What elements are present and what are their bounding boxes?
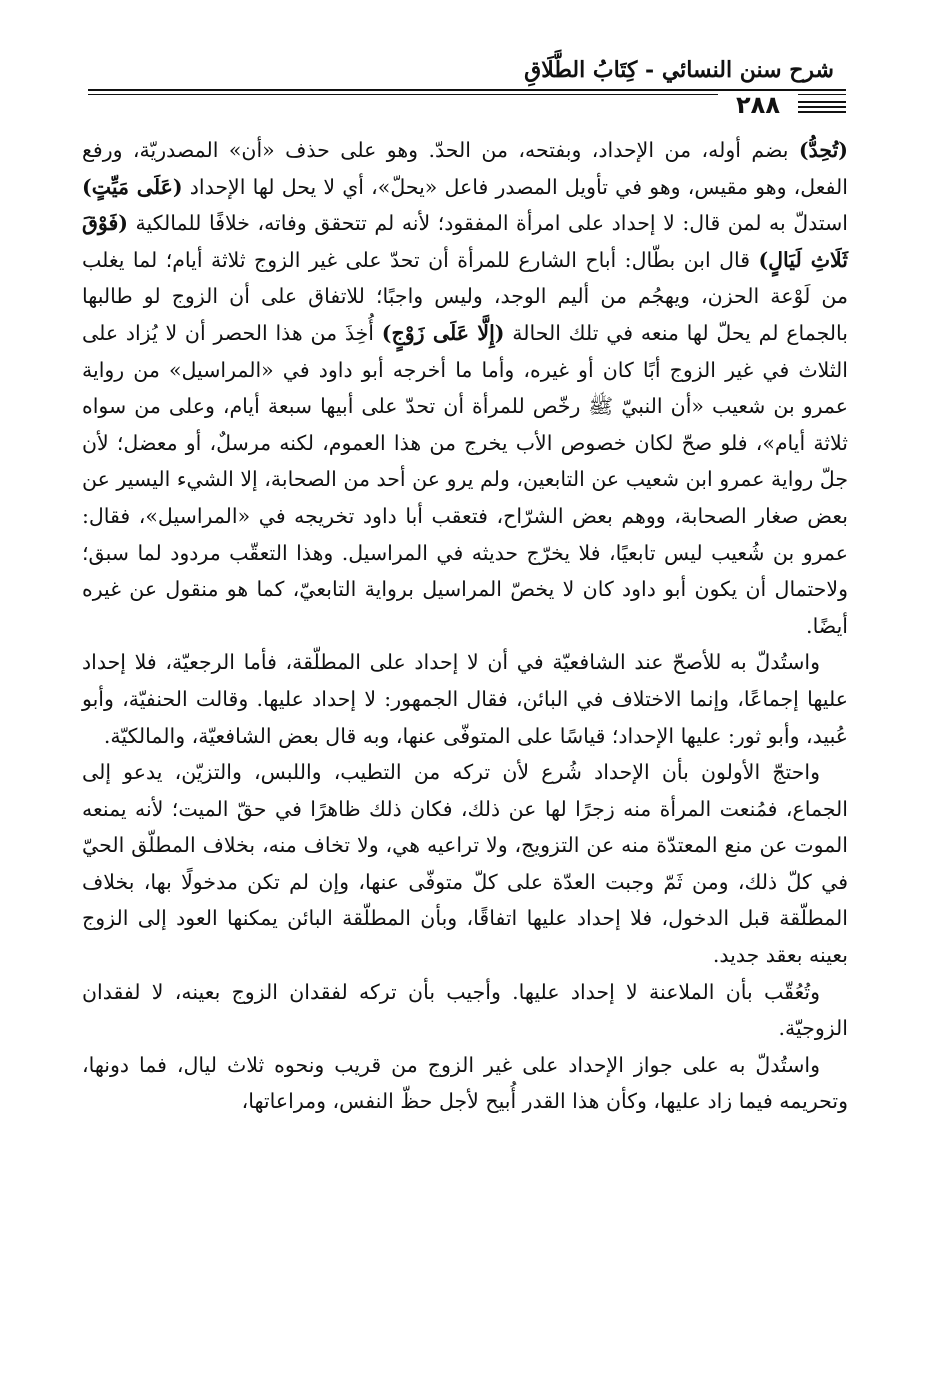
commentary-text: واستُدلّ به للأصحّ عند الشافعيّة في أن لا إحداد على المطلّقة، فأما الرجعيّة، فلا إحداد عليها إجماعًا، وإنما الاختلاف في البائن، فقال الجمهور: لا إحداد عليها. وقالت الحنفيّة، وأبو عُبيد، وأبو ثور: عليها الإحداد؛ قياسًا على المتوفّى عنها، وبه قال بعض الشافعيّة، والمالكيّة.	[82, 650, 848, 748]
commentary-text: قال ابن بطّال: أباح الشارع للمرأة أن تحدّ على غير الزوج ثلاثة أيام؛ لما يغلب من لَوْعة الحزن، ويهجُم من أليم الوجد، وليس واجبًا؛ للاتفاق على أن الزوج لو طالبها بالجماع لم يحلّ لها منعه في تلك الحالة	[82, 247, 849, 345]
running-title: شرح سنن النسائي - كِتَابُ الطَّلَاقِ	[524, 57, 834, 83]
hadith-quote: (عَلَى مَيِّتٍ)	[82, 174, 183, 199]
paragraph	[82, 644, 848, 754]
paragraph	[82, 974, 848, 1047]
hadith-quote: (إِلَّا عَلَى زَوْجٍ)	[381, 320, 505, 345]
commentary-text: بضم أوله، من الإحداد، وبفتحه، من الحدّ. وهو على حذف «أن» المصدريّة، ورفع الفعل، وهو مقيس، وهو في تأويل المصدر فاعل «يحلّ»، أي لا يحل لها الإحداد	[82, 138, 848, 199]
hadith-quote: (تُحِدُّ)	[798, 138, 848, 162]
paragraph	[82, 1047, 848, 1120]
page-number-rule	[798, 106, 846, 108]
paragraph	[82, 132, 848, 644]
hadith-quote: (فَوْقَ ثَلَاثِ لَيَالٍ)	[82, 211, 848, 272]
commentary-text: واستُدلّ به على جواز الإحداد على غير الزوج من قريب ونحوه ثلاث ليال، فما دونها، وتحريمه فيما زاد عليها، وكأن هذا القدر أُبيح لأجل حظّ النفس، ومراعاتها،	[82, 1052, 848, 1114]
body-text	[82, 132, 848, 1120]
paragraph	[82, 754, 848, 974]
commentary-text: أُخِذَ من هذا الحصر أن لا يُزاد على الثلاث في غير الزوج أبًا كان أو غيره، وأما ما أخرجه أبو داود في «المراسيل» من رواية عمرو بن شعيب «أن النبيّ ﷺ رخّص للمرأة أن تحدّ على أبيها سبعة أيام، وعلى من سواه ثلاثة أيام»، فلو صحّ لكان خصوص الأب يخرج من هذا العموم، لكنه مرسلٌ، أو معضل؛ لأن جلّ رواية عمرو ابن شعيب عن التابعين، ولم يرو عن أحد من الصحابة، إلا الشيء اليسير عن بعض صغار الصحابة، ووهم بعض الشرّاح، فتعقب أبا داود تخريجه في «المراسيل»، فقال: عمرو بن شُعيب ليس تابعيًا، فلا يخرّج حديثه في المراسيل. وهذا التعقّب مردود لما سبق؛ ولاحتمال أن يكون أبو داود كان لا يخصّ المراسيل برواية التابعيّ، كما هو منقول عن غيره أيضًا.	[82, 320, 848, 638]
page-number-rule	[798, 101, 846, 103]
commentary-text: استدلّ به لمن قال: لا إحداد على امرأة المفقود؛ لأنه لم تتحقق وفاته، خلافًا للمالكية	[128, 211, 848, 236]
commentary-text: واحتجّ الأولون بأن الإحداد شُرع لأن تركه من التطيب، واللبس، والتزيّن، يدعو إلى الجماع، فمُنعت المرأة منه زجرًا لها عن ذلك، فكان ذلك ظاهرًا في حقّ الميت؛ لأنه يمنعه الموت عن منع المعتدّة منه عن التزويج، ولا تراعيه هي، ولا تخاف منه، بخلاف المطلّق الحيّ في كلّ ذلك، ومن ثَمّ وجبت العدّة على كلّ متوفّى عنها، وإن لم تكن مدخولًا بها، بخلاف المطلّقة قبل الدخول، فلا إحداد عليها اتفاقًا، وبأن المطلّقة البائن يمكنها العود إلى الزوج بعينه بعقد جديد.	[82, 760, 848, 968]
commentary-text: وتُعُقّب بأن الملاعنة لا إحداد عليها. وأجيب بأن تركه لفقدان الزوج بعينه، لا لفقدان الزوجيّة.	[82, 979, 848, 1041]
page-number: ٢٨٨	[718, 92, 798, 118]
header-rule-thick	[88, 89, 846, 91]
page-number-rule	[798, 111, 846, 113]
